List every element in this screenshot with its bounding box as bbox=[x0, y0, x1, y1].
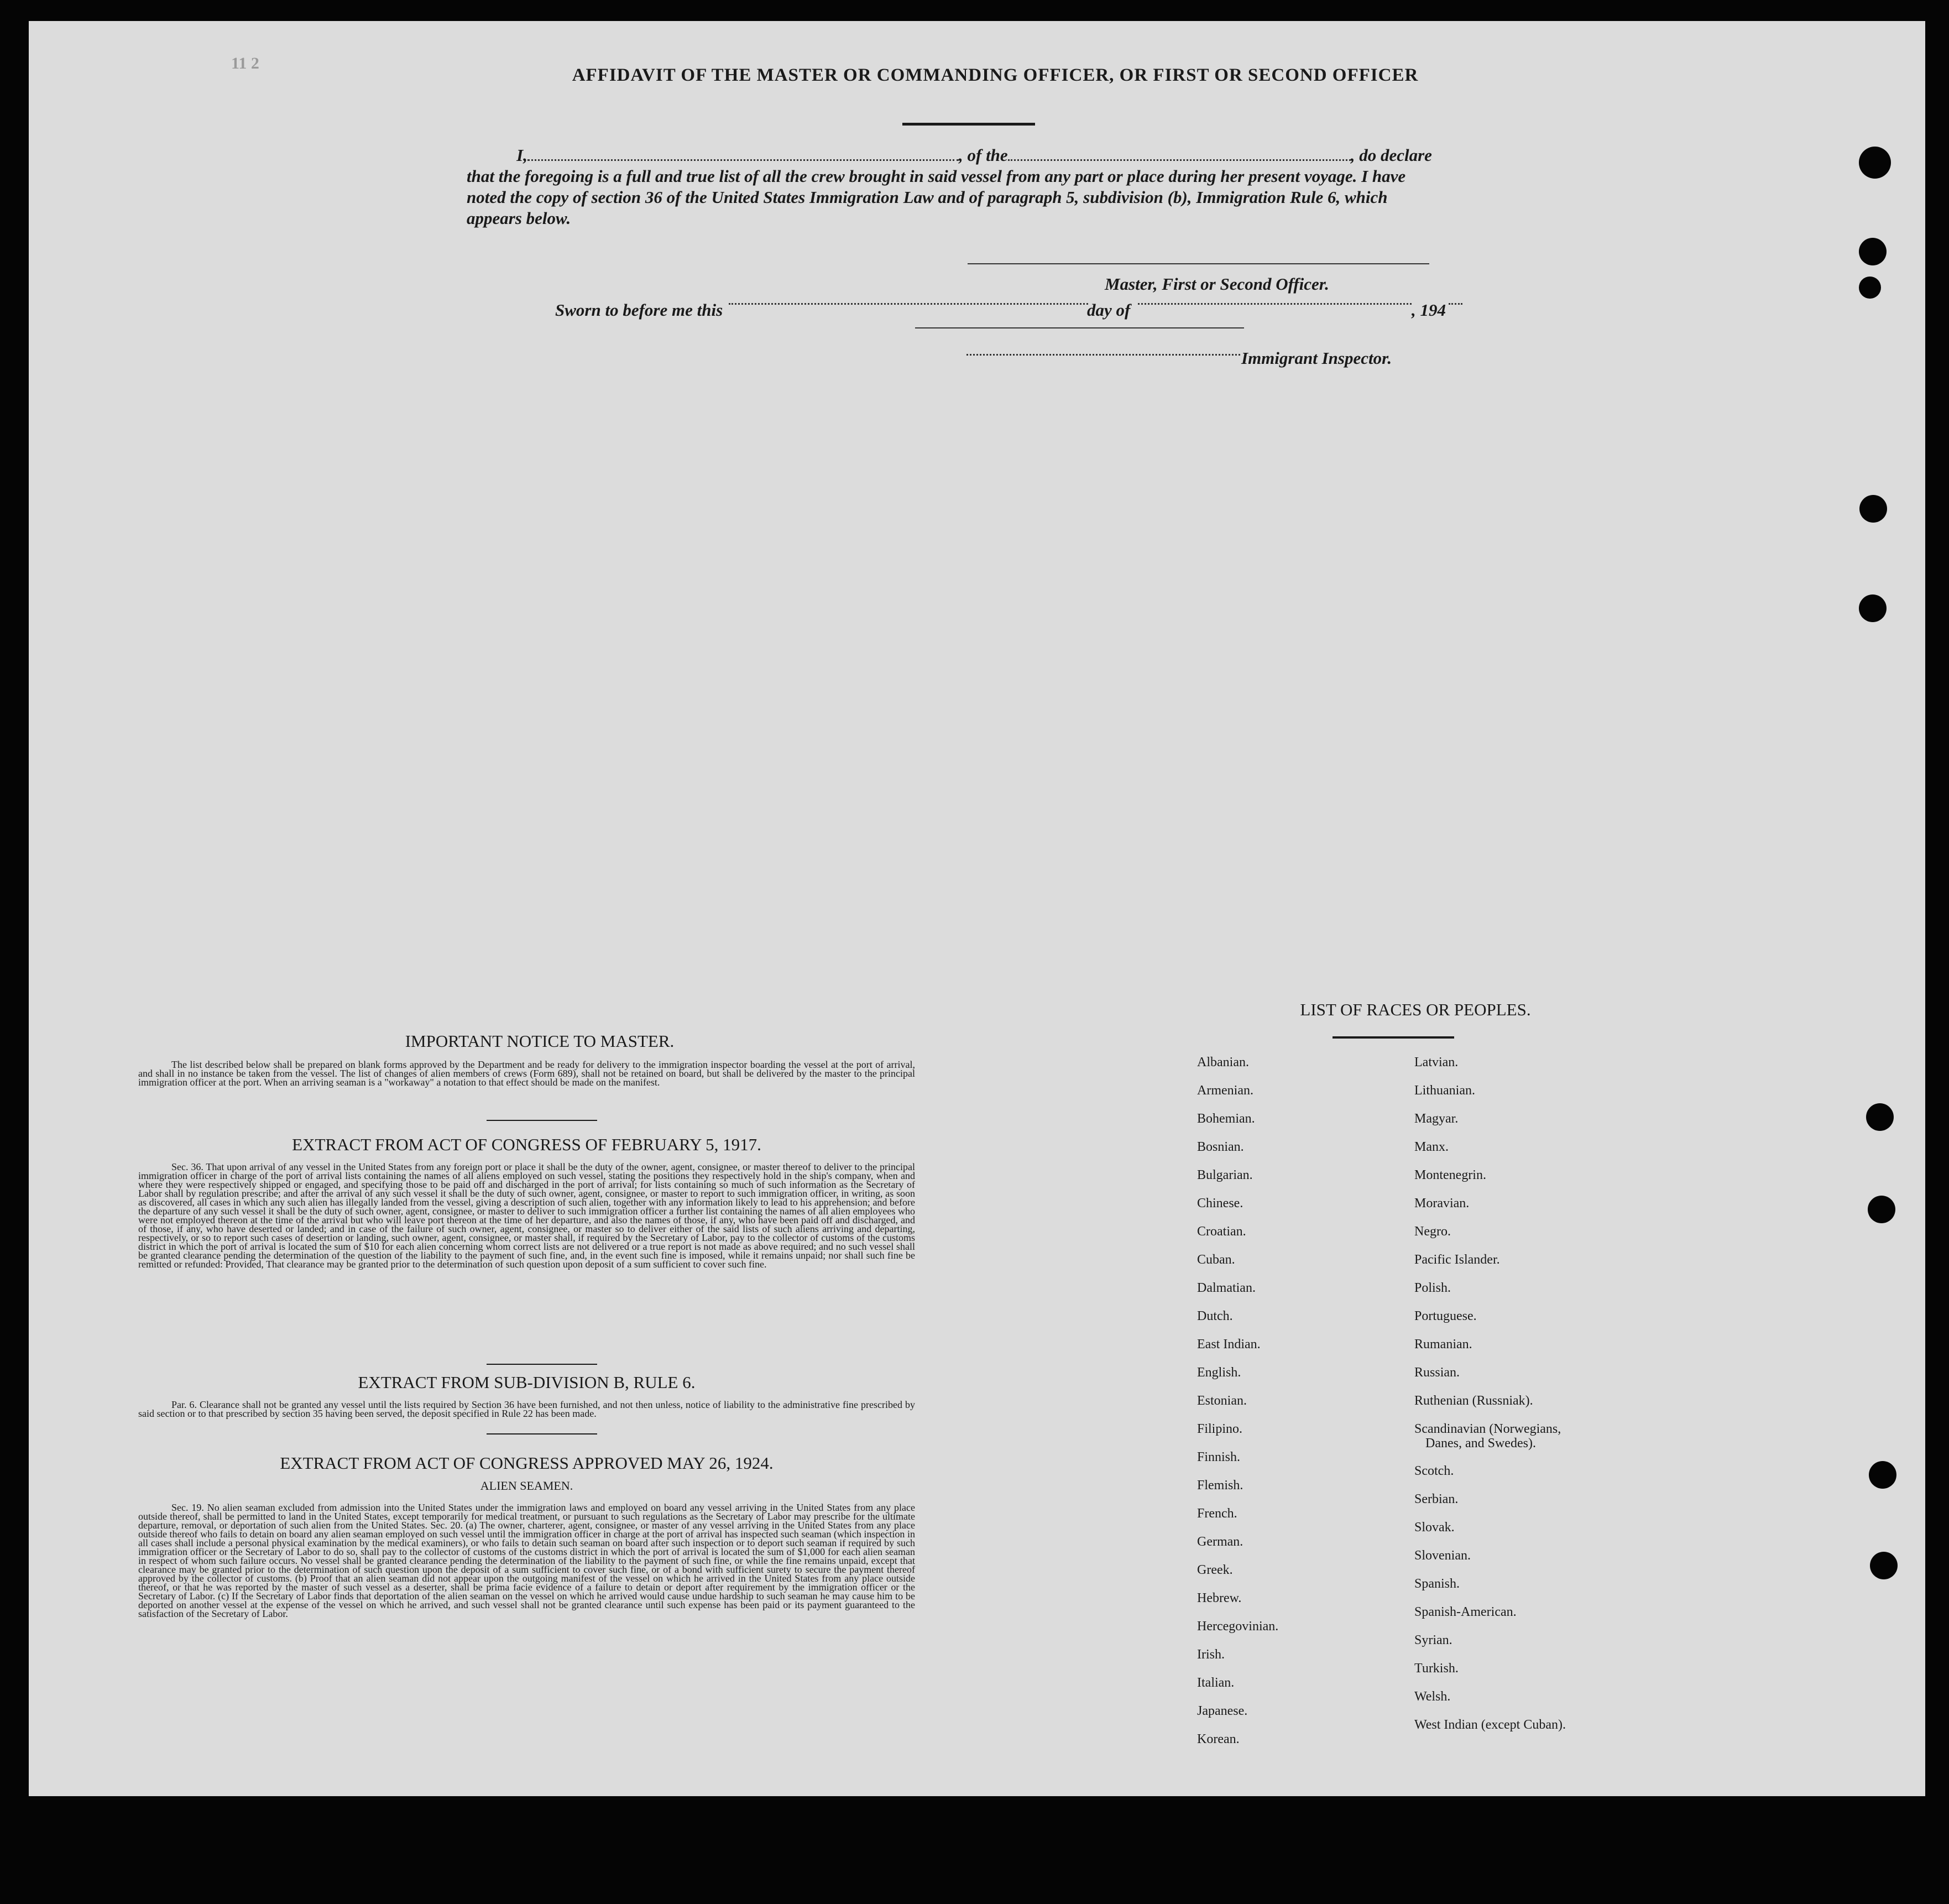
extract-1924-title: EXTRACT FROM ACT OF CONGRESS APPROVED MAY 26, 1924. bbox=[280, 1453, 774, 1473]
race-item: Armenian. bbox=[1197, 1083, 1253, 1098]
punch-hole bbox=[1869, 1461, 1896, 1489]
race-item: Syrian. bbox=[1414, 1633, 1452, 1647]
race-item: Pacific Islander. bbox=[1414, 1253, 1500, 1267]
race-item: Danes, and Swedes). bbox=[1425, 1436, 1536, 1451]
affidavit-title-rule bbox=[902, 123, 1035, 126]
punch-hole bbox=[1859, 495, 1887, 523]
inspector-blank-line[interactable] bbox=[915, 327, 1244, 328]
sworn-year-label: , 194 bbox=[1412, 300, 1446, 320]
race-item: Dutch. bbox=[1197, 1309, 1233, 1323]
extract-1924-body: Sec. 19. No alien seaman excluded from admission into the United States under the immigration laws and employed on board any vessel arriving in the United States from any place outside thereof, shall be permitted to land in the United States, except temporarily for medical treatment, or pursuant to such regulations as the Secretary of Labor may prescribe for the ultimate departure, removal, or deportation of such alien from the United States. Sec. 20. (a) The owner, charterer, agent, consignee, or master of any vessel arriving in the United States from any place outside thereof who fails to detain on board any alien seaman employed on such vessel until the immigration officer in charge at the port of arrival has inspected such seaman (which inspection in all cases shall include a personal physical examination by the medical examiners), or who fails to detain such seaman on board after such inspection or to deport such seaman if required by such immigration officer or the Secretary of Labor to do so, shall pay to the collector of customs of the customs district in which the port of arrival is located the sum of $1,000 for each alien seaman in respect of whom such failure occurs. No vessel shall be granted clearance pending the determination of the liability to the payment of such fine, or while the fine remains unpaid, except that clearance may be granted prior to the determination of such question upon the deposit of a sum sufficient to cover such fine, or of a bond with sufficient surety to secure the payment thereof approved by the collector of customs. (b) Proof that an alien seaman did not appear upon the outgoing manifest of the vessel on which he arrived in the United States from any place outside thereof, or that he was reported by the master of such vessel as a deserter, shall be prima facie evidence of a failure to detain or deport after requirement by the immigration officer or the Secretary of Labor. (c) If the Secretary of Labor finds that deportation of the alien seaman on the vessel on which he arrived would cause undue hardship to such seaman he may cause him to be deported on another vessel at the expense of the vessel on which he arrived, and such vessel shall not be granted clearance until such expense has been paid or its payment guaranteed to the satisfaction of the Secretary of Labor. bbox=[138, 1502, 915, 1619]
extract-rule6-rule bbox=[487, 1433, 597, 1434]
affidavit-line2: that the foregoing is a full and true list of all the crew brought in said vessel from any part or place during her present voyage. I have bbox=[467, 166, 1406, 186]
race-item: Estonian. bbox=[1197, 1394, 1247, 1408]
race-item: Cuban. bbox=[1197, 1253, 1235, 1267]
race-item: Dalmatian. bbox=[1197, 1281, 1256, 1295]
race-item: Polish. bbox=[1414, 1281, 1451, 1295]
race-item: Slovak. bbox=[1414, 1520, 1455, 1535]
extract-rule6-body: Par. 6. Clearance shall not be granted any vessel until the lists required by Section 36 have been furnished, and not then unless, notice of liability to the administrative fine prescribed by said section or to that prescribed by section 35 having been served, the deposit specified in Rule 22 has been made. bbox=[138, 1399, 915, 1419]
sworn-year-fill-line[interactable] bbox=[1449, 303, 1462, 305]
extract-1917-body: Sec. 36. That upon arrival of any vessel in the United States from any foreign port or place it shall be the duty of the owner, agent, consignee, or master thereof to deliver to the principal immigration officer in charge of the port of arrival lists containing the names of all aliens employed on such vessel, stating the positions they respectively hold in the ship's company, when and where they were respectively shipped or engaged, and specifying those to be paid off and discharged in the port of arrival; for lists containing so much of such information as the Secretary of Labor shall by regulation prescribe; and after the arrival of any such vessel it shall be the duty of such owner, agent, consignee, or master to report to such immigration officer, in writing, as soon as discovered, all cases in which any such alien has illegally landed from the vessel, giving a description of such alien, together with any information likely to lead to his apprehension; and before the departure of any such vessel it shall be the duty of such owner, agent, consignee, or master to deliver to such immigration officer a further list containing the names of all alien employees who were not employed thereon at the time of the arrival but who will leave port thereon at the time of her departure, and also the names of those, if any, who have been paid off and discharged, and of those, if any, who have deserted or landed; and in case of the failure of such owner, agent, consignee, or master so to deliver either of the said lists of such aliens arriving and departing, respectively, or so to report such cases of desertion or landing, such owner, agent, consignee, or master shall, if required by the Secretary of Labor, pay to the collector of customs of the customs district in which the port of arrival is located the sum of $10 for each alien concerning whom correct lists are not delivered or a true report is not made as above required; and no such vessel shall be granted clearance pending the determination of the question of the liability to the payment of such fine, and, in the event such fine is imposed, while it remains unpaid; nor shall such fine be remitted or refunded: Provided, That clearance may be granted prior to the determination of such question upon deposit of a sum sufficient to cover such fine. bbox=[138, 1161, 915, 1270]
race-item: Negro. bbox=[1414, 1224, 1451, 1239]
sworn-day-of-label: day of bbox=[1087, 300, 1131, 320]
punch-hole bbox=[1868, 1196, 1895, 1223]
extract-1917-rule bbox=[487, 1364, 597, 1365]
race-item: Italian. bbox=[1197, 1676, 1235, 1690]
inspector-signature-line[interactable] bbox=[966, 354, 1240, 356]
races-title: LIST OF RACES OR PEOPLES. bbox=[1300, 1000, 1531, 1019]
race-item: East Indian. bbox=[1197, 1337, 1261, 1352]
race-item: Bosnian. bbox=[1197, 1140, 1244, 1154]
extract-1924-subtitle: ALIEN SEAMEN. bbox=[480, 1479, 573, 1493]
sworn-day-fill-line[interactable] bbox=[729, 303, 1088, 305]
race-item: Serbian. bbox=[1414, 1492, 1459, 1506]
affidavit-line1-i: I, bbox=[516, 145, 527, 165]
punch-hole bbox=[1859, 238, 1887, 265]
race-item: Irish. bbox=[1197, 1647, 1225, 1662]
notice-title: IMPORTANT NOTICE TO MASTER. bbox=[405, 1031, 675, 1051]
race-item: Montenegrin. bbox=[1414, 1168, 1486, 1182]
race-item: Lithuanian. bbox=[1414, 1083, 1475, 1098]
race-item: Manx. bbox=[1414, 1140, 1449, 1154]
affidavit-line1-of: , of the bbox=[959, 145, 1008, 165]
affidavit-statement bbox=[467, 145, 1462, 229]
officer-signature-line[interactable] bbox=[968, 263, 1429, 264]
race-item: Scandinavian (Norwegians, bbox=[1414, 1422, 1561, 1436]
notice-body: The list described below shall be prepared on blank forms approved by the Department and be ready for delivery to the immigration inspector boarding the vessel at the port of arrival, and shall in no instance be taken from the vessel. The list of changes of alien members of crews (Form 689), shall not be retained on board, but shall be delivered by the master to the principal immigration officer at the port. When an arriving seaman is a "workaway" a notation to that effect should be made on the manifest. bbox=[138, 1059, 915, 1088]
extract-1917-title: EXTRACT FROM ACT OF CONGRESS OF FEBRUARY 5, 1917. bbox=[292, 1135, 761, 1154]
officer-label: Master, First or Second Officer. bbox=[1105, 274, 1329, 294]
punch-hole bbox=[1859, 594, 1887, 622]
race-item: Spanish. bbox=[1414, 1577, 1460, 1591]
race-item: Spanish-American. bbox=[1414, 1605, 1517, 1619]
form-number-stamp: 11 2 bbox=[231, 54, 259, 72]
race-item: English. bbox=[1197, 1365, 1241, 1380]
affidavit-line1-declare: , do declare bbox=[1350, 145, 1432, 165]
punch-hole bbox=[1866, 1103, 1894, 1131]
affidavit-title: AFFIDAVIT OF THE MASTER OR COMMANDING OFFICER, OR FIRST OR SECOND OFFICER bbox=[572, 65, 1419, 85]
sworn-month-fill-line[interactable] bbox=[1138, 303, 1412, 305]
race-item: Greek. bbox=[1197, 1563, 1233, 1577]
race-item: Rumanian. bbox=[1414, 1337, 1472, 1352]
race-item: Filipino. bbox=[1197, 1422, 1243, 1436]
notice-rule bbox=[487, 1120, 597, 1121]
race-item: Slovenian. bbox=[1414, 1548, 1471, 1563]
punch-hole bbox=[1859, 277, 1881, 299]
race-item: Portuguese. bbox=[1414, 1309, 1477, 1323]
punch-hole bbox=[1870, 1552, 1898, 1579]
race-item: Flemish. bbox=[1197, 1478, 1243, 1493]
race-item: Welsh. bbox=[1414, 1689, 1451, 1704]
race-item: Finnish. bbox=[1197, 1450, 1241, 1464]
vessel-fill-line[interactable] bbox=[1008, 147, 1351, 161]
sworn-label: Sworn to before me this bbox=[555, 300, 723, 320]
race-item: Bulgarian. bbox=[1197, 1168, 1253, 1182]
inspector-label: Immigrant Inspector. bbox=[1241, 348, 1392, 368]
race-item: West Indian (except Cuban). bbox=[1414, 1718, 1566, 1732]
race-item: Scotch. bbox=[1414, 1464, 1454, 1478]
race-item: Latvian. bbox=[1414, 1055, 1459, 1070]
race-item: Moravian. bbox=[1414, 1196, 1470, 1211]
race-item: Hebrew. bbox=[1197, 1591, 1242, 1605]
race-item: Albanian. bbox=[1197, 1055, 1249, 1070]
race-item: Hercegovinian. bbox=[1197, 1619, 1279, 1634]
extract-rule6-title: EXTRACT FROM SUB-DIVISION B, RULE 6. bbox=[358, 1373, 696, 1392]
races-column-1 bbox=[1197, 1048, 1418, 1754]
race-item: Japanese. bbox=[1197, 1704, 1248, 1718]
race-item: Russian. bbox=[1414, 1365, 1460, 1380]
race-item: Magyar. bbox=[1414, 1112, 1459, 1126]
race-item: Ruthenian (Russniak). bbox=[1414, 1394, 1533, 1408]
races-title-rule bbox=[1333, 1036, 1454, 1039]
affidavit-line3: noted the copy of section 36 of the United States Immigration Law and of paragraph 5, subdivision (b), Immigration Rule 6, which bbox=[467, 187, 1388, 207]
race-item: Korean. bbox=[1197, 1732, 1240, 1746]
race-item: French. bbox=[1197, 1506, 1237, 1521]
race-item: German. bbox=[1197, 1535, 1243, 1549]
race-item: Bohemian. bbox=[1197, 1112, 1255, 1126]
race-item: Chinese. bbox=[1197, 1196, 1243, 1211]
race-item: Turkish. bbox=[1414, 1661, 1459, 1676]
name-fill-line[interactable] bbox=[527, 147, 959, 161]
races-column-2 bbox=[1414, 1048, 1702, 1739]
race-item: Croatian. bbox=[1197, 1224, 1246, 1239]
punch-hole bbox=[1859, 147, 1891, 179]
affidavit-line4: appears below. bbox=[467, 208, 571, 228]
